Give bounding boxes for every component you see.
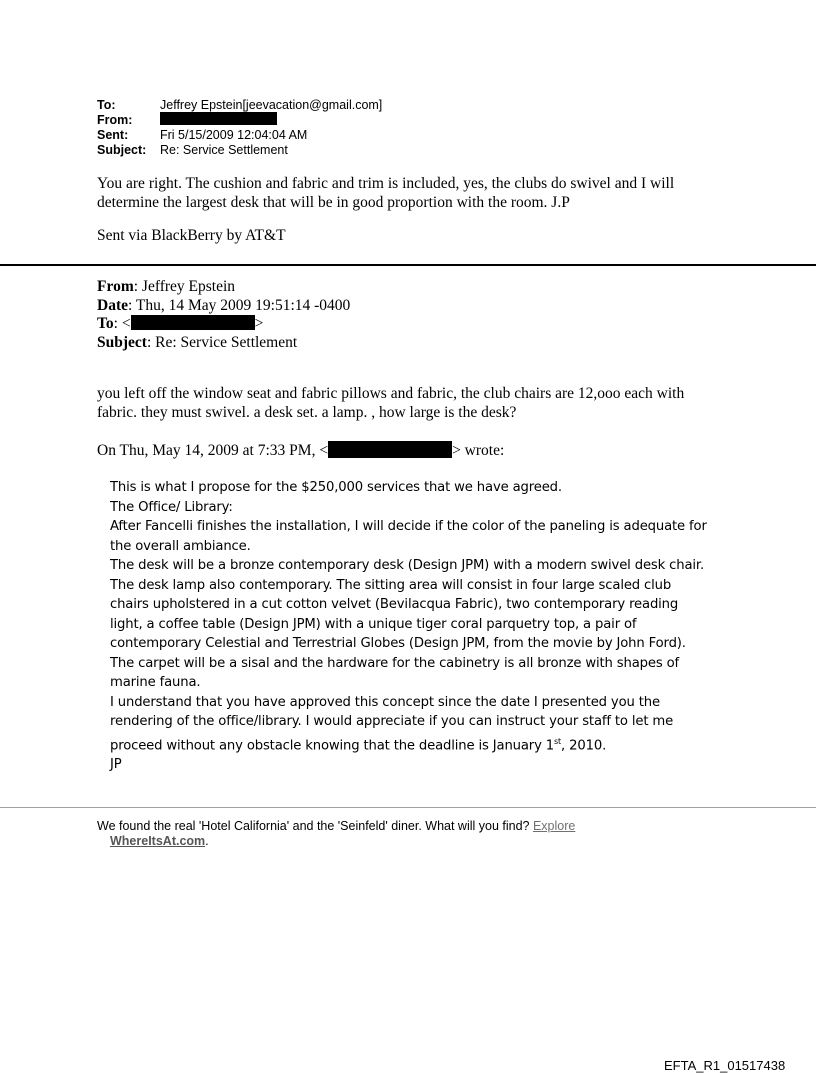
proposal-line: light, a coffee table (Design JPM) with a unique tiger coral parquetry top, a pair of <box>110 616 637 632</box>
redaction-bar <box>131 315 255 330</box>
footer-ad <box>97 819 797 849</box>
quoted-from-value: : Jeffrey Epstein <box>133 278 236 295</box>
sent-label: Sent: <box>97 128 129 142</box>
explore-link[interactable]: Explore <box>532 819 576 833</box>
quoted-subject-label: Subject <box>97 333 147 351</box>
proposal-line: The carpet will be a sisal and the hardware for the cabinetry is all bronze with shapes of <box>110 655 680 671</box>
proposal-line: rendering of the office/library. I would appreciate if you can instruct your staff to let me <box>110 714 674 729</box>
proposal-line: contemporary Celestial and Terrestrial Globes (Design JPM, from the movie by John Ford). <box>110 636 686 651</box>
reply-signature: Sent via BlackBerry by AT&T <box>97 227 286 244</box>
sent-value: Fri 5/15/2009 12:04:04 AM <box>160 128 308 142</box>
quoted-from-label: From <box>97 278 134 295</box>
to-label: To: <box>97 98 116 112</box>
message-line: fabric. they must swivel. a desk set. a lamp. , how large is the desk? <box>97 403 517 421</box>
quoted-header <box>97 278 350 352</box>
footer-text: We found the real 'Hotel California' and the 'Seinfeld' diner. What will you find? <box>97 819 533 833</box>
attribution-prefix: On Thu, May 14, 2009 at 7:33 PM, < <box>97 442 329 459</box>
attribution-suffix: > wrote: <box>452 442 505 459</box>
proposal-line: The Office/ Library: <box>110 499 233 515</box>
to-value: Jeffrey Epstein[jeevacation@gmail.com] <box>160 98 383 112</box>
quoted-to-prefix: : < <box>113 315 131 332</box>
proposal-text <box>110 478 810 775</box>
reply-line: You are right. The cushion and fabric and trim is included, yes, the clubs do swivel and I will <box>97 175 675 192</box>
quoted-date-label: Date <box>97 296 128 314</box>
bates-number: EFTA_R1_01517438 <box>664 1058 786 1073</box>
quoted-to-suffix: > <box>254 315 264 332</box>
deadline-suffix: , 2010. <box>561 737 607 753</box>
proposal-line: The desk will be a bronze contemporary desk (Design JPM) with a modern swivel desk chair. <box>110 558 705 573</box>
proposal-line: chairs upholstered in a cut cotton velvet (Bevilacqua Fabric), two contemporary reading <box>110 597 679 612</box>
reply-body <box>97 175 674 212</box>
redaction-bar <box>160 112 277 125</box>
subject-value: Re: Service Settlement <box>160 143 288 157</box>
deadline-superscript: st <box>554 736 562 746</box>
from-label: From: <box>97 113 133 127</box>
quoted-to-row <box>97 315 350 334</box>
attribution-line <box>97 441 504 461</box>
quoted-to-label: To <box>97 315 114 332</box>
deadline-line <box>110 732 810 756</box>
reply-line: determine the largest desk that will be in good proportion with the room. J.P <box>97 193 570 211</box>
footer-divider <box>0 807 816 808</box>
quoted-date-row <box>97 297 350 316</box>
subject-label: Subject: <box>97 143 147 157</box>
proposal-line: After Fancelli finishes the installation, I will decide if the color of the paneling is adequate for <box>110 519 707 534</box>
quoted-from-row <box>97 278 350 297</box>
whereitsat-link[interactable]: WhereItsAt.com <box>110 834 206 848</box>
message-line: you left off the window seat and fabric pillows and fabric, the club chairs are 12,ooo each with <box>97 385 685 402</box>
footer-end: . <box>205 834 209 848</box>
quoted-subject-value: : Re: Service Settlement <box>146 333 298 351</box>
quoted-subject-row <box>97 334 350 353</box>
proposal-signoff: JP <box>110 757 122 773</box>
deadline-prefix: proceed without any obstacle knowing that the deadline is January 1 <box>110 737 555 753</box>
proposal-line: marine fauna. <box>110 675 201 690</box>
quoted-message <box>97 385 684 422</box>
proposal-line: The desk lamp also contemporary. The sitting area will consist in four large scaled club <box>110 577 672 593</box>
separator-line <box>0 264 816 266</box>
redaction-bar <box>328 441 452 458</box>
proposal-line: I understand that you have approved this concept since the date I presented you the <box>110 694 660 710</box>
quoted-date-value: : Thu, 14 May 2009 19:51:14 -0400 <box>128 296 351 314</box>
proposal-line: This is what I propose for the $250,000 services that we have agreed. <box>110 480 562 495</box>
proposal-line: the overall ambiance. <box>110 538 251 554</box>
